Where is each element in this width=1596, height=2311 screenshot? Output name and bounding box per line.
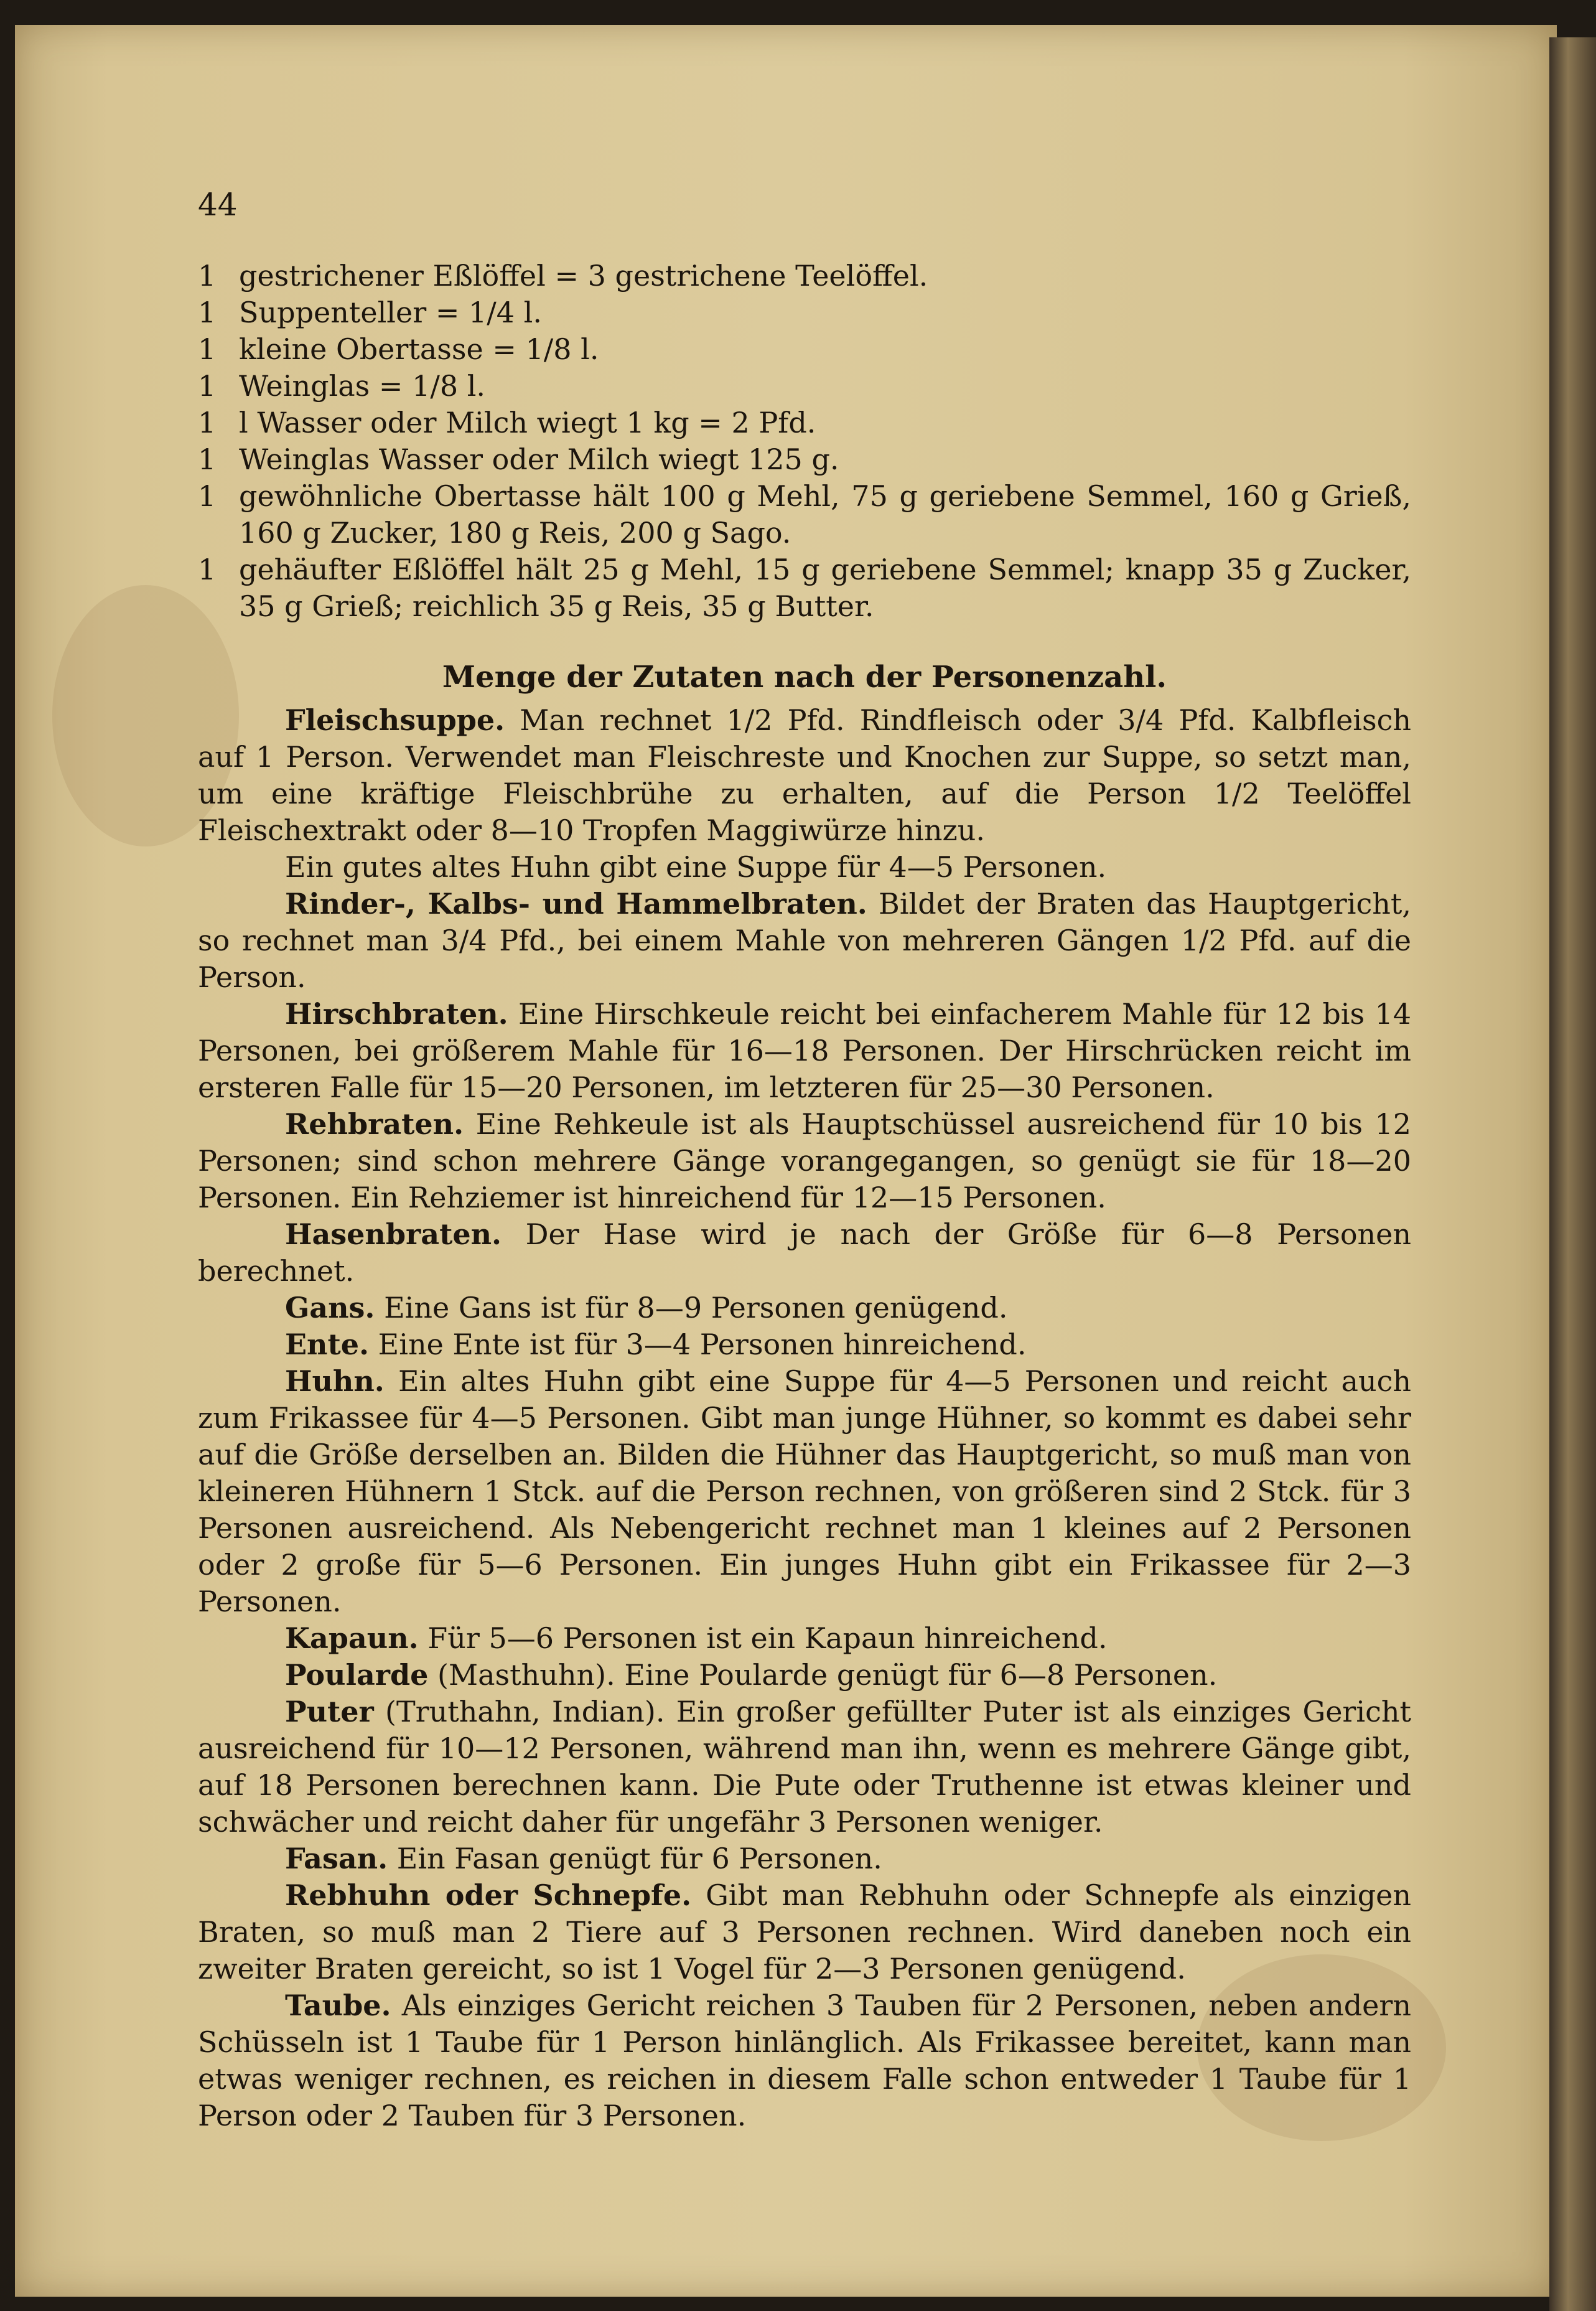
measure-number: 1 — [198, 479, 217, 513]
entry-term: Rinder-, Kalbs- und Hammelbraten. — [285, 887, 867, 921]
entry-text: Eine Hirschkeule reicht bei einfacherem Mahle für 12 bis 14 Personen, bei größerem Mahle für 16—18 Personen. Der Hirschrücken reicht im ersteren Falle für 15—20 Personen, im letzteren für 25—30 Personen. — [198, 997, 1411, 1104]
entry-term: Puter — [285, 1695, 374, 1728]
entry-text: Als einziges Gericht reichen 3 Tauben für 2 Personen, neben andern Schüsseln ist 1 Taube für 1 Person hinlänglich. Als Frikassee bereitet, kann man etwas weniger rechnen, es reichen in diesem Falle schon entweder 1 Taube für 1 Person oder 2 Tauben für 3 Personen. — [198, 1989, 1411, 2132]
entry-term: Taube. — [285, 1989, 391, 2022]
entry-paragraph — [198, 1106, 1411, 1216]
book-edge — [1549, 37, 1596, 2311]
entry-term: Ente. — [285, 1328, 370, 1361]
entry-text: Ein gutes altes Huhn gibt eine Suppe für 4—5 Personen. — [285, 850, 1107, 884]
entry-text: Bildet der Braten das Hauptgericht, so rechnet man 3/4 Pfd., bei einem Mahle von mehreren Gängen 1/2 Pfd. auf die Person. — [198, 887, 1411, 994]
entry-text: Ein Fasan genügt für 6 Personen. — [388, 1842, 882, 1875]
entry-paragraph — [198, 1326, 1411, 1363]
entry-text: Man rechnet 1/2 Pfd. Rindfleisch oder 3/4 Pfd. Kalbfleisch auf 1 Person. Verwendet man Fleischreste und Knochen zur Suppe, so setzt man, um eine kräftige Fleischbrühe zu erhalten, auf die Person 1/2 Teelöffel Fleischextrakt oder 8—10 Tropfen Maggiwürze hinzu. — [198, 703, 1411, 847]
entry-term: Huhn. — [285, 1364, 385, 1398]
entry-paragraph — [198, 1987, 1411, 2134]
measure-number: 1 — [198, 443, 217, 476]
measure-text: Suppenteller = 1/4 l. — [239, 296, 542, 329]
entry-text: Eine Ente ist für 3—4 Personen hinreichend. — [369, 1328, 1027, 1361]
entry-term: Gans. — [285, 1291, 375, 1324]
measure-row — [198, 441, 1411, 478]
entry-paragraph — [198, 1620, 1411, 1657]
entry-paragraph — [198, 1840, 1411, 1877]
entry-paragraph — [198, 1877, 1411, 1987]
measure-number: 1 — [198, 406, 217, 439]
entry-term: Hasenbraten. — [285, 1217, 502, 1251]
entry-term: Kapaun. — [285, 1621, 419, 1655]
page-number: 44 — [198, 187, 238, 223]
measure-number: 1 — [198, 369, 217, 403]
measure-text: kleine Obertasse = 1/8 l. — [239, 332, 599, 366]
measure-text: gehäufter Eßlöffel hält 25 g Mehl, 15 g geriebene Semmel; knapp 35 g Zucker, 35 g Grieß; reichlich 35 g Reis, 35 g Butter. — [239, 553, 1411, 623]
entry-text: (Truthahn, Indian). Ein großer gefüllter Puter ist als einziges Gericht ausreichend für 10—12 Personen, während man ihn, wenn es mehrere Gänge gibt, auf 18 Personen berechnen kann. Die Pute oder Truthenne ist etwas kleiner und schwächer und reicht daher für ungefähr 3 Personen weniger. — [198, 1695, 1411, 1839]
measure-number: 1 — [198, 332, 217, 366]
entry-paragraph — [198, 1363, 1411, 1620]
entry-paragraph — [198, 886, 1411, 996]
measure-row — [198, 258, 1411, 294]
entry-term: Rehbraten. — [285, 1107, 464, 1141]
entry-text: Eine Gans ist für 8—9 Personen genügend. — [375, 1291, 1008, 1324]
measure-row — [198, 331, 1411, 368]
entry-text: (Masthuhn). Eine Poularde genügt für 6—8 Personen. — [428, 1658, 1218, 1692]
entry-paragraph — [198, 702, 1411, 849]
measure-number: 1 — [198, 296, 217, 329]
entry-paragraph — [198, 849, 1411, 886]
measure-row — [198, 478, 1411, 551]
measure-text: l Wasser oder Milch wiegt 1 kg = 2 Pfd. — [239, 406, 816, 439]
measure-text: gestrichener Eßlöffel = 3 gestrichene Teelöffel. — [239, 259, 928, 293]
entry-term: Rebhuhn oder Schnepfe. — [285, 1878, 692, 1912]
measure-text: gewöhnliche Obertasse hält 100 g Mehl, 75 g geriebene Semmel, 160 g Grieß, 160 g Zucker, 180 g Reis, 200 g Sago. — [239, 479, 1411, 550]
measure-row — [198, 405, 1411, 441]
entry-term: Hirschbraten. — [285, 997, 508, 1031]
entry-paragraph — [198, 1290, 1411, 1326]
entry-text: Für 5—6 Personen ist ein Kapaun hinreichend. — [418, 1621, 1108, 1655]
measures-list — [198, 258, 1411, 625]
measure-row — [198, 294, 1411, 331]
entry-text: Ein altes Huhn gibt eine Suppe für 4—5 Personen und reicht auch zum Frikassee für 4—5 Personen. Gibt man junge Hühner, so kommt es dabei sehr auf die Größe derselben an. Bilden die Hühner das Hauptgericht, so muß man von kleineren Hühnern 1 Stck. auf die Person rechnen, von größeren sind 2 Stck. für 3 Personen ausreichend. Als Nebengericht rechnet man 1 kleines auf 2 Personen oder 2 große für 5—6 Personen. Ein junges Huhn gibt ein Frikassee für 2—3 Personen. — [198, 1364, 1411, 1618]
entry-term: Fasan. — [285, 1842, 388, 1875]
section-heading: Menge der Zutaten nach der Personenzahl. — [442, 660, 1167, 695]
entry-paragraph — [198, 1216, 1411, 1290]
measure-row — [198, 368, 1411, 405]
entry-paragraph — [198, 996, 1411, 1106]
entry-term: Poularde — [285, 1658, 429, 1692]
entry-term: Fleischsuppe. — [285, 703, 505, 737]
entry-paragraph — [198, 1657, 1411, 1694]
measure-number: 1 — [198, 259, 217, 293]
measure-number: 1 — [198, 553, 217, 586]
measure-row — [198, 551, 1411, 625]
measure-text: Weinglas Wasser oder Milch wiegt 125 g. — [239, 443, 839, 476]
entry-text: Eine Rehkeule ist als Hauptschüssel ausreichend für 10 bis 12 Personen; sind schon mehrere Gänge vorangegangen, so genügt sie für 18—20 Personen. Ein Rehziemer ist hinreichend für 12—15 Personen. — [198, 1107, 1411, 1214]
entries-list — [198, 702, 1411, 2134]
entry-paragraph — [198, 1694, 1411, 1840]
entry-text: Gibt man Rebhuhn oder Schnepfe als einzigen Braten, so muß man 2 Tiere auf 3 Personen rechnen. Wird daneben noch ein zweiter Braten gereicht, so ist 1 Vogel für 2—3 Personen genügend. — [198, 1878, 1411, 1985]
measure-text: Weinglas = 1/8 l. — [239, 369, 486, 403]
entry-text: Der Hase wird je nach der Größe für 6—8 Personen berechnet. — [198, 1217, 1411, 1288]
